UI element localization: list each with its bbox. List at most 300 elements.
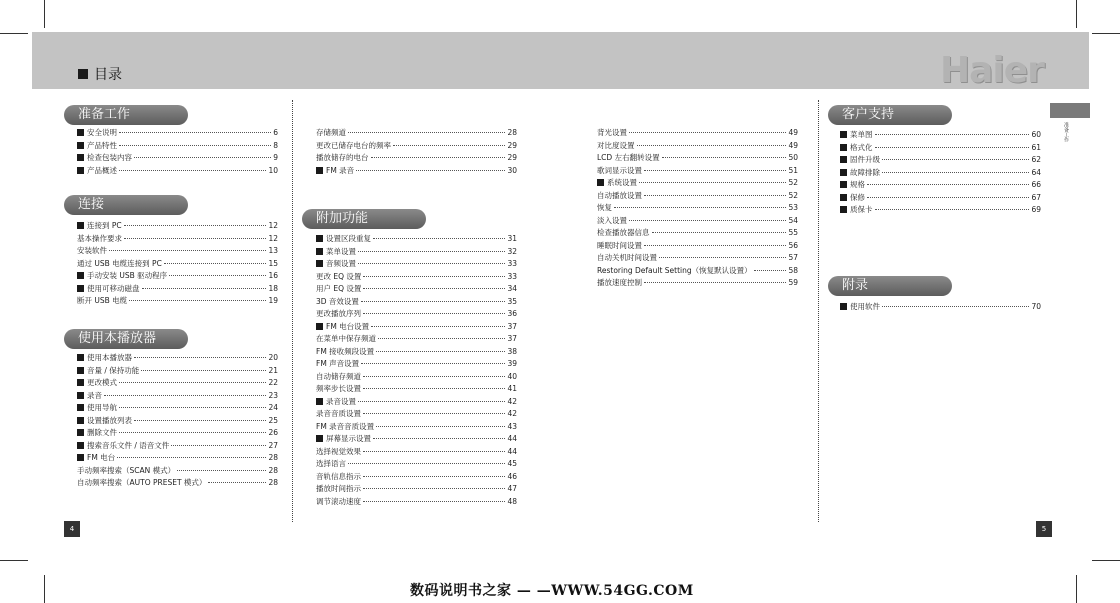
bullet-square-icon xyxy=(316,167,323,174)
dot-leader xyxy=(119,145,271,146)
toc-entry-label: 播放时间指示 xyxy=(316,484,361,493)
toc-entry-page: 44 xyxy=(507,446,517,456)
toc-entry-page: 28 xyxy=(268,465,278,475)
section-header-extra: 附加功能 xyxy=(302,209,426,229)
toc-entry[interactable] xyxy=(316,433,517,446)
dot-leader xyxy=(363,488,505,489)
dot-leader xyxy=(134,357,266,358)
toc-entry-label: 检查包装内容 xyxy=(87,153,132,162)
toc-entry-page: 59 xyxy=(788,278,798,287)
toc-entry-page: 19 xyxy=(268,296,278,305)
toc-entry[interactable] xyxy=(77,352,278,365)
bullet-square-icon xyxy=(316,235,323,242)
dot-leader xyxy=(652,232,787,233)
toc-list-support xyxy=(840,129,1041,217)
toc-entry-label: 频率步长设置 xyxy=(316,384,361,393)
bullet-square-icon xyxy=(77,129,84,136)
toc-entry-label: 使用导航 xyxy=(87,403,117,412)
toc-entry-page: 28 xyxy=(507,128,517,137)
toc-entry[interactable] xyxy=(597,202,798,215)
toc-entry-label: 录音 xyxy=(87,390,102,400)
toc-entry-page: 36 xyxy=(507,309,517,318)
dot-leader xyxy=(142,288,267,289)
toc-entry[interactable] xyxy=(840,301,1041,314)
dot-leader xyxy=(134,157,271,158)
crop-mark xyxy=(0,560,28,561)
toc-entry-label: 搜索音乐文件 / 语音文件 xyxy=(87,440,170,450)
dot-leader xyxy=(875,134,1030,135)
toc-entry-label: 设置区段重复 xyxy=(326,234,371,243)
toc-entry-page: 62 xyxy=(1031,155,1041,164)
toc-entry[interactable] xyxy=(316,296,517,309)
toc-entry[interactable] xyxy=(597,252,798,265)
bullet-square-icon xyxy=(316,260,323,267)
toc-entry-label: 自动播放设置 xyxy=(597,190,642,200)
toc-entry[interactable] xyxy=(840,167,1041,180)
toc-entry-label: 更改模式 xyxy=(87,378,117,387)
toc-entry-label: 恢复 xyxy=(597,203,612,212)
toc-entry[interactable] xyxy=(316,483,517,496)
toc-entry[interactable] xyxy=(316,346,517,359)
title-square-icon xyxy=(78,69,88,79)
toc-entry[interactable] xyxy=(316,271,517,284)
dot-leader xyxy=(378,338,505,339)
bullet-square-icon xyxy=(840,156,847,163)
dot-leader xyxy=(363,288,505,289)
toc-entry[interactable] xyxy=(316,371,517,384)
crop-mark xyxy=(44,575,45,603)
toc-entry-page: 31 xyxy=(507,234,517,243)
toc-entry-label: 选择语言 xyxy=(316,459,346,468)
toc-entry-label: 连接到 PC xyxy=(87,221,122,230)
toc-entry-label: Restoring Default Setting（恢复默认设置） xyxy=(597,265,752,275)
toc-entry-page: 49 xyxy=(788,140,798,150)
toc-entry[interactable] xyxy=(597,152,798,165)
toc-entry[interactable] xyxy=(840,129,1041,142)
side-tab xyxy=(1050,103,1090,118)
toc-entry-label: 删除文件 xyxy=(87,428,117,437)
toc-entry-label: FM 电台 xyxy=(87,453,116,462)
bullet-square-icon xyxy=(77,142,84,149)
bullet-square-icon xyxy=(77,222,84,229)
toc-entry-label: 使用软件 xyxy=(850,302,880,311)
toc-entry[interactable] xyxy=(316,358,517,371)
dot-leader xyxy=(363,313,505,314)
toc-entry-page: 33 xyxy=(507,271,517,281)
toc-entry[interactable] xyxy=(316,383,517,396)
footer-watermark: 数码说明书之家 — —WWW.54GG.COM xyxy=(410,583,694,599)
dot-leader xyxy=(373,438,505,439)
toc-entry[interactable] xyxy=(77,402,278,415)
toc-entry[interactable] xyxy=(316,421,517,434)
toc-entry-label: 检查播放器信息 xyxy=(597,228,650,237)
toc-entry-label: 录音音质设置 xyxy=(316,409,361,418)
toc-entry-label: 更改 EQ 设置 xyxy=(316,271,362,281)
toc-entry-label: 设置播放列表 xyxy=(87,415,132,425)
column-divider xyxy=(818,100,819,522)
dot-leader xyxy=(371,157,506,158)
bullet-square-icon xyxy=(77,392,84,399)
toc-entry-label: 用户 EQ 设置 xyxy=(316,284,362,293)
toc-entry-page: 49 xyxy=(788,128,798,137)
toc-entry[interactable] xyxy=(77,258,278,271)
toc-entry[interactable] xyxy=(77,465,278,478)
toc-entry[interactable] xyxy=(316,471,517,484)
dot-leader xyxy=(867,197,1029,198)
toc-entry[interactable] xyxy=(316,165,517,178)
bullet-square-icon xyxy=(77,417,84,424)
section-header-support: 客户支持 xyxy=(828,105,952,125)
toc-entry-label: 产品特性 xyxy=(87,140,117,150)
toc-entry-label: 存储频道 xyxy=(316,128,346,137)
dot-leader xyxy=(177,470,266,471)
dot-leader xyxy=(363,501,505,502)
toc-list-extra xyxy=(316,233,517,508)
toc-entry[interactable] xyxy=(77,152,278,165)
toc-entry-label: 调节滚动速度 xyxy=(316,496,361,506)
bullet-square-icon xyxy=(77,285,84,292)
toc-entry-page: 9 xyxy=(273,153,278,162)
toc-entry-page: 41 xyxy=(507,384,517,393)
dot-leader xyxy=(361,301,506,302)
toc-entry[interactable] xyxy=(597,215,798,228)
toc-entry[interactable] xyxy=(77,477,278,490)
toc-entry-page: 44 xyxy=(507,434,517,443)
toc-entry-page: 12 xyxy=(268,221,278,230)
toc-entry-page: 46 xyxy=(507,471,517,481)
bullet-square-icon xyxy=(316,323,323,330)
page-number-left: 4 xyxy=(64,521,80,537)
toc-entry-page: 10 xyxy=(268,165,278,175)
toc-entry[interactable] xyxy=(316,396,517,409)
bullet-square-icon xyxy=(597,179,604,186)
toc-entry[interactable] xyxy=(77,165,278,178)
toc-entry-label: 手动安装 USB 驱动程序 xyxy=(87,271,168,280)
dot-leader xyxy=(363,388,505,389)
toc-entry-page: 66 xyxy=(1031,180,1041,189)
toc-entry-label: 手动频率搜索（SCAN 模式） xyxy=(77,465,176,475)
toc-entry[interactable] xyxy=(316,333,517,346)
crop-mark xyxy=(0,33,28,34)
toc-entry-label: 自动关机时间设置 xyxy=(597,253,657,262)
toc-entry-label: 断开 USB 电缆 xyxy=(77,296,128,305)
dot-leader xyxy=(119,432,266,433)
toc-entry[interactable] xyxy=(316,496,517,509)
toc-entry-page: 43 xyxy=(507,421,517,431)
toc-entry-page: 51 xyxy=(788,165,798,175)
dot-leader xyxy=(119,382,266,383)
bullet-square-icon xyxy=(840,181,847,188)
toc-entry-label: 更改已储存电台的频率 xyxy=(316,140,391,150)
toc-entry-label: 安装软件 xyxy=(77,246,107,255)
toc-entry-page: 69 xyxy=(1031,205,1041,214)
bullet-square-icon xyxy=(840,303,847,310)
toc-list-col3 xyxy=(597,127,798,290)
bullet-square-icon xyxy=(840,206,847,213)
dot-leader xyxy=(171,445,266,446)
toc-entry[interactable] xyxy=(597,177,798,190)
toc-entry[interactable] xyxy=(840,192,1041,205)
dot-leader xyxy=(104,395,266,396)
dot-leader xyxy=(358,401,505,402)
toc-entry[interactable] xyxy=(840,179,1041,192)
toc-entry-page: 21 xyxy=(268,365,278,375)
dot-leader xyxy=(169,275,266,276)
toc-entry-page: 64 xyxy=(1031,167,1041,177)
dot-leader xyxy=(882,172,1029,173)
page-title xyxy=(78,64,122,84)
toc-entry-label: 故障排除 xyxy=(850,167,880,177)
brand-logo: Haier xyxy=(940,50,1044,91)
toc-entry-page: 33 xyxy=(507,259,517,268)
toc-entry-label: 在菜单中保存频道 xyxy=(316,334,376,343)
bullet-square-icon xyxy=(77,429,84,436)
toc-entry[interactable] xyxy=(316,321,517,334)
toc-entry-label: FM 声音设置 xyxy=(316,359,360,368)
bullet-square-icon xyxy=(840,169,847,176)
toc-entry[interactable] xyxy=(316,233,517,246)
toc-entry-page: 40 xyxy=(507,371,517,381)
toc-entry-page: 15 xyxy=(268,258,278,268)
toc-entry-page: 32 xyxy=(507,246,517,256)
toc-entry[interactable] xyxy=(316,308,517,321)
dot-leader xyxy=(644,245,786,246)
toc-entry-page: 35 xyxy=(507,296,517,306)
toc-entry[interactable] xyxy=(77,283,278,296)
toc-entry[interactable] xyxy=(77,415,278,428)
toc-entry[interactable] xyxy=(77,390,278,403)
toc-entry-page: 20 xyxy=(268,353,278,362)
toc-entry-label: 使用可移动磁盘 xyxy=(87,283,140,293)
toc-entry[interactable] xyxy=(316,152,517,165)
toc-entry[interactable] xyxy=(840,142,1041,155)
toc-entry[interactable] xyxy=(77,377,278,390)
toc-entry-label: FM 接收频段设置 xyxy=(316,346,375,356)
dot-leader xyxy=(119,170,266,171)
dot-leader xyxy=(639,182,786,183)
toc-entry-page: 48 xyxy=(507,496,517,506)
column-divider xyxy=(292,100,293,522)
dot-leader xyxy=(363,451,505,452)
dot-leader xyxy=(659,257,786,258)
dot-leader xyxy=(393,145,505,146)
dot-leader xyxy=(358,263,505,264)
toc-entry[interactable] xyxy=(77,440,278,453)
crop-mark xyxy=(1092,33,1120,34)
toc-entry-page: 45 xyxy=(507,459,517,468)
toc-entry[interactable] xyxy=(77,427,278,440)
toc-entry[interactable] xyxy=(316,246,517,259)
toc-entry-label: 通过 USB 电缆连接到 PC xyxy=(77,258,162,268)
dot-leader xyxy=(141,370,266,371)
toc-entry-label: 屏幕显示设置 xyxy=(326,434,371,443)
toc-entry-label: 淡入设置 xyxy=(597,215,627,225)
toc-entry[interactable] xyxy=(597,265,798,278)
side-label: 准备工作 xyxy=(1063,122,1069,142)
toc-entry[interactable] xyxy=(597,240,798,253)
toc-entry-page: 52 xyxy=(788,190,798,200)
toc-entry[interactable] xyxy=(597,190,798,203)
toc-entry-page: 52 xyxy=(788,178,798,187)
toc-entry[interactable] xyxy=(840,204,1041,217)
dot-leader xyxy=(109,250,266,251)
dot-leader xyxy=(637,145,787,146)
toc-entry[interactable] xyxy=(77,365,278,378)
toc-entry-label: 安全说明 xyxy=(87,128,117,137)
toc-entry-page: 61 xyxy=(1031,142,1041,152)
toc-entry-label: FM 电台设置 xyxy=(326,321,370,331)
toc-entry-page: 56 xyxy=(788,240,798,250)
bullet-square-icon xyxy=(77,154,84,161)
toc-entry-page: 37 xyxy=(507,321,517,331)
toc-entry-label: 播放储存的电台 xyxy=(316,153,369,162)
toc-entry-page: 70 xyxy=(1031,302,1041,311)
toc-entry[interactable] xyxy=(77,220,278,233)
crop-mark xyxy=(1076,0,1077,28)
crop-mark xyxy=(44,0,45,28)
bullet-square-icon xyxy=(77,404,84,411)
toc-entry-label: 菜单图 xyxy=(850,130,873,139)
toc-list-appendix xyxy=(840,301,1041,314)
dot-leader xyxy=(164,263,267,264)
toc-entry-label: 固件升级 xyxy=(850,155,880,164)
toc-entry-label: 系统设置 xyxy=(607,178,637,187)
toc-entry-page: 25 xyxy=(268,415,278,425)
dot-leader xyxy=(363,413,505,414)
toc-entry-page: 27 xyxy=(268,440,278,450)
toc-entry-page: 42 xyxy=(507,396,517,406)
dot-leader xyxy=(348,132,505,133)
section-header-appendix: 附录 xyxy=(828,276,952,296)
toc-entry[interactable] xyxy=(597,165,798,178)
page-title-text: 目录 xyxy=(94,67,122,83)
toc-entry[interactable] xyxy=(316,140,517,153)
toc-entry-page: 24 xyxy=(268,403,278,412)
dot-leader xyxy=(363,476,505,477)
toc-entry-label: 基本操作要求 xyxy=(77,233,122,243)
toc-entry-label: 音轨信息指示 xyxy=(316,471,361,481)
bullet-square-icon xyxy=(840,194,847,201)
toc-entry[interactable] xyxy=(316,446,517,459)
toc-entry[interactable] xyxy=(77,452,278,465)
toc-entry-page: 42 xyxy=(507,409,517,418)
toc-entry-label: FM 录音 xyxy=(326,165,355,175)
toc-entry-page: 50 xyxy=(788,153,798,162)
toc-entry-label: 选择视觉效果 xyxy=(316,446,361,456)
dot-leader xyxy=(629,132,786,133)
bullet-square-icon xyxy=(316,248,323,255)
dot-leader xyxy=(124,238,266,239)
toc-entry[interactable] xyxy=(597,127,798,140)
toc-entry[interactable] xyxy=(316,258,517,271)
toc-list-prep xyxy=(77,127,278,177)
toc-entry-page: 18 xyxy=(268,283,278,293)
dot-leader xyxy=(644,170,786,171)
toc-entry[interactable] xyxy=(597,277,798,290)
dot-leader xyxy=(629,220,786,221)
toc-entry-page: 34 xyxy=(507,284,517,293)
toc-entry[interactable] xyxy=(316,458,517,471)
toc-entry[interactable] xyxy=(77,127,278,140)
toc-entry-page: 12 xyxy=(268,233,278,243)
section-header-prep: 准备工作 xyxy=(64,105,188,125)
dot-leader xyxy=(867,184,1029,185)
bullet-square-icon xyxy=(316,398,323,405)
toc-entry[interactable] xyxy=(316,283,517,296)
toc-list-connect xyxy=(77,220,278,308)
bullet-square-icon xyxy=(77,167,84,174)
page-number-right: 5 xyxy=(1036,521,1052,537)
crop-mark xyxy=(1092,560,1120,561)
toc-entry[interactable] xyxy=(77,140,278,153)
toc-entry-page: 38 xyxy=(507,346,517,356)
crop-mark xyxy=(1076,575,1077,603)
toc-entry-label: 睡眠时间设置 xyxy=(597,240,642,250)
bullet-square-icon xyxy=(77,379,84,386)
dot-leader xyxy=(356,170,505,171)
toc-entry[interactable] xyxy=(316,127,517,140)
toc-entry-label: FM 录音音质设置 xyxy=(316,421,375,431)
toc-entry-page: 8 xyxy=(273,140,278,150)
toc-entry-label: 使用本播放器 xyxy=(87,353,132,362)
toc-entry-page: 37 xyxy=(507,334,517,343)
toc-entry[interactable] xyxy=(77,245,278,258)
toc-entry[interactable] xyxy=(840,154,1041,167)
toc-entry-page: 16 xyxy=(268,271,278,280)
toc-entry-label: 规格 xyxy=(850,180,865,189)
toc-entry-label: 质保卡 xyxy=(850,205,873,214)
dot-leader xyxy=(875,209,1030,210)
toc-entry-page: 54 xyxy=(788,215,798,225)
bullet-square-icon xyxy=(77,367,84,374)
toc-entry-label: 自动储存频道 xyxy=(316,371,361,381)
bullet-square-icon xyxy=(77,442,84,449)
toc-entry-page: 30 xyxy=(507,165,517,175)
dot-leader xyxy=(348,463,505,464)
dot-leader xyxy=(361,363,505,364)
dot-leader xyxy=(662,157,787,158)
bullet-square-icon xyxy=(316,435,323,442)
toc-entry[interactable] xyxy=(77,233,278,246)
toc-entry-page: 6 xyxy=(273,128,278,137)
toc-entry-label: 对比度设置 xyxy=(597,140,635,150)
toc-entry-label: 保修 xyxy=(850,192,865,202)
bullet-square-icon xyxy=(840,131,847,138)
toc-entry[interactable] xyxy=(77,295,278,308)
dot-leader xyxy=(376,351,505,352)
section-header-use: 使用本播放器 xyxy=(64,329,188,349)
dot-leader xyxy=(358,251,505,252)
dot-leader xyxy=(363,376,505,377)
toc-entry[interactable] xyxy=(77,270,278,283)
toc-entry[interactable] xyxy=(597,227,798,240)
toc-entry-page: 28 xyxy=(268,478,278,487)
toc-entry-label: 自动频率搜索（AUTO PRESET 模式） xyxy=(77,478,207,487)
toc-entry-label: 音频设置 xyxy=(326,259,356,268)
toc-entry-page: 55 xyxy=(788,228,798,237)
dot-leader xyxy=(119,407,266,408)
toc-entry[interactable] xyxy=(597,140,798,153)
toc-entry-label: 菜单设置 xyxy=(326,246,356,256)
toc-entry-label: 音量 / 保持功能 xyxy=(87,365,140,375)
toc-entry-page: 57 xyxy=(788,253,798,262)
toc-entry[interactable] xyxy=(316,408,517,421)
bullet-square-icon xyxy=(840,144,847,151)
dot-leader xyxy=(117,457,266,458)
toc-entry-label: 格式化 xyxy=(850,142,873,152)
bullet-square-icon xyxy=(77,272,84,279)
dot-leader xyxy=(754,270,787,271)
